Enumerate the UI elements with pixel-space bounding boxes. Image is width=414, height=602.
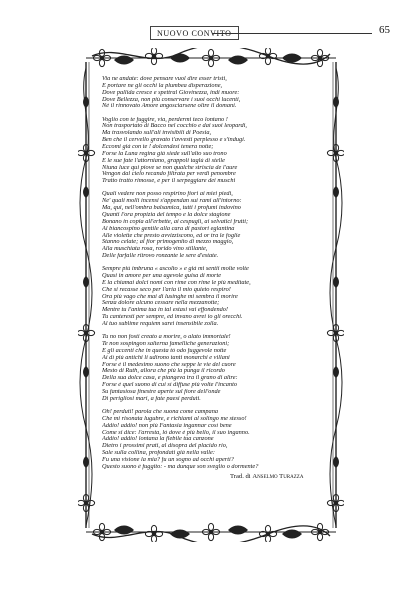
poem-line: Della sua dolce casa, e piangeva tra il grano di altre:	[102, 375, 238, 382]
stanza-4	[102, 266, 324, 328]
poem-line: Addio! addio! non più Fantasia ingannar così bene	[102, 422, 232, 429]
poem-line: Eccomi già con te ! dolcendesi tenera notte;	[102, 143, 214, 150]
page-number: 65	[379, 24, 390, 36]
poem-line: Te non sospingon salterna famelliche generazioni;	[102, 341, 230, 348]
poem-line: Dove Bellezza, non più conservare i suoi occhi lucenti,	[102, 96, 241, 103]
poem-line: Via ne andate: dove pensare vuol dire esser tristi,	[102, 76, 227, 82]
poem-line: Sale sulla collina, profondati già nella valle:	[102, 450, 215, 457]
poem-line: Fu una visione la mia? fu un sogno ad occhi aperti?	[102, 456, 234, 463]
poem-line: Forse è il medesimo suono che seppe le vie del cuore	[102, 361, 236, 368]
poem-line: Come si dice: l'arresta, lò dove è più bello, il suo inganno.	[102, 429, 250, 436]
poem-line: Questo suono è fuggito: - ma dunque son sveglio o dormente?	[102, 463, 259, 470]
stanza-1	[102, 76, 324, 110]
poem-line: Ma, qui, nell'ombra balsamica, tutti i profumi indovino	[102, 205, 241, 212]
poem-line: Non trasportato di Bacco nel cocchio e dai suoi leopardi,	[102, 123, 247, 130]
poem-line: Tu no non fosti creato a morire, o alato immortale!	[102, 334, 231, 341]
poem-line: E portare ne gli occhi la plumbea disperazione,	[102, 82, 223, 89]
poem-line: Che mi risonata lugubre, e richiami al solingo me stesso!	[102, 415, 247, 422]
poem-line: Su fantasiosa finestre aperte sul fiore dell'onde	[102, 389, 221, 395]
poem-text	[102, 76, 324, 477]
poem-line: E gli accenti che in questa tò odo fuggevole notte	[102, 347, 227, 354]
poem-line: Alla muschiata rosa, rorido vino stillante,	[102, 246, 208, 253]
poem-line: Ne' quali molli incensi s'appendan sui rami all'intorno:	[102, 198, 242, 205]
poem-line: Mentre tu l'anima tua in tal estasi vai effondendo!	[102, 307, 228, 314]
poem-line: Bonano in copia all'erbette, ai cespugli, ai selvatici frutti;	[102, 218, 249, 225]
translator-credit	[230, 473, 350, 480]
poem-line: Quasi in amore per una agevole guisa di morte	[102, 273, 222, 280]
stanza-3	[102, 191, 324, 259]
poem-line: Forse la Luna regina già siede sull'alto suo trono	[102, 150, 227, 157]
poem-line: Oh! perduti! parola che suona come campana	[102, 409, 219, 416]
poem-line: Tu canteresti per sempre, ed invano avrei io gli orecchi.	[102, 314, 243, 321]
poem-line: Voglio con te fuggire, via, perdermi teco lontano !	[102, 116, 228, 123]
poem-line: Vengon dal cielo recando filtrata per verdi penombre	[102, 171, 236, 178]
poem-line: Al tuo sublime requiem sarei insensibile zolla.	[102, 321, 219, 328]
poem-line: Nè il rinnovato Amore angosciarsene oltre il domani.	[102, 103, 237, 110]
poem-line: Che si recasse seco per l'aria il mio quieto respiro!	[102, 286, 231, 293]
poem-line: Sempre più imbruna « ascolto » e già mi sentii molte volte	[102, 266, 249, 273]
poem-line: Alle violette che presto avvizziscono, ed or tra le foglie	[102, 232, 241, 239]
poem-line: Al biancospino gentile alla cara di pastori eglantina	[102, 225, 235, 232]
poem-line: E le sue fate l'attorniano, grappoli taglù di stelle	[102, 157, 225, 164]
journal-title: NUOVO CONVITO	[150, 26, 239, 40]
running-header	[150, 26, 390, 42]
poem-line: Ai dì più antichi li udirono tanti monarchi e villani	[102, 354, 230, 361]
translator-name: Anselmo Turazza	[252, 473, 304, 480]
stanza-2	[102, 117, 324, 185]
poem-line: Ben che il cervello gravato t'avvesti perplesso e s'indugi.	[102, 137, 246, 144]
credit-prefix: Trad. di	[230, 473, 251, 480]
poem-line: Quali vedere non posso respirino fiori ai miei piedi,	[102, 191, 233, 198]
poem-line: Stanno celate; al fior primogenito di mezzo maggio,	[102, 239, 234, 246]
stanza-6	[102, 409, 324, 471]
stanza-5	[102, 334, 324, 402]
poem-line: Dove pallida cresce e spettral Giovinezza, indi muore:	[102, 89, 240, 96]
poem-line: Addio! addio! lontana la flebile tua canzone	[102, 436, 214, 443]
header-rule	[212, 33, 372, 34]
poem-line: Senza dolore alcuno cessare nella mezzanotte;	[102, 300, 220, 307]
poem-line: E la chiamai dolci nomi con rime con rime le più meditate,	[102, 279, 251, 286]
poem-line: Delle farfalle ritrovo ronzante le sere d'estate.	[102, 253, 219, 260]
poem-line: Di perigliosi mari, a fate paesi perduti.	[102, 395, 201, 402]
poem-line: Forse è quel suono di cui sì diffuse più volte l'incanto	[102, 382, 237, 389]
poem-line: Ma trasvolando sull'ali invisibili di Poesia,	[102, 130, 212, 137]
poem-line: Quanti l'ora propizia del tempo e la dolce stagione	[102, 211, 231, 218]
poem-line: Dietro i prossimi prati, al disopra del placido rio,	[102, 443, 228, 450]
poem-line: Niuna luce qui piove se non qualche striscia de l'aure	[102, 164, 238, 171]
poem-line: Ora più vago che mai di lusinghe mi sembra il morire	[102, 293, 238, 300]
poem-line: Tratto tratto rimosse, e per il serpeggiare dei muschi	[102, 178, 236, 185]
poem-line: Mesto di Ruth, allora che più la punga il ricordo	[102, 368, 225, 375]
